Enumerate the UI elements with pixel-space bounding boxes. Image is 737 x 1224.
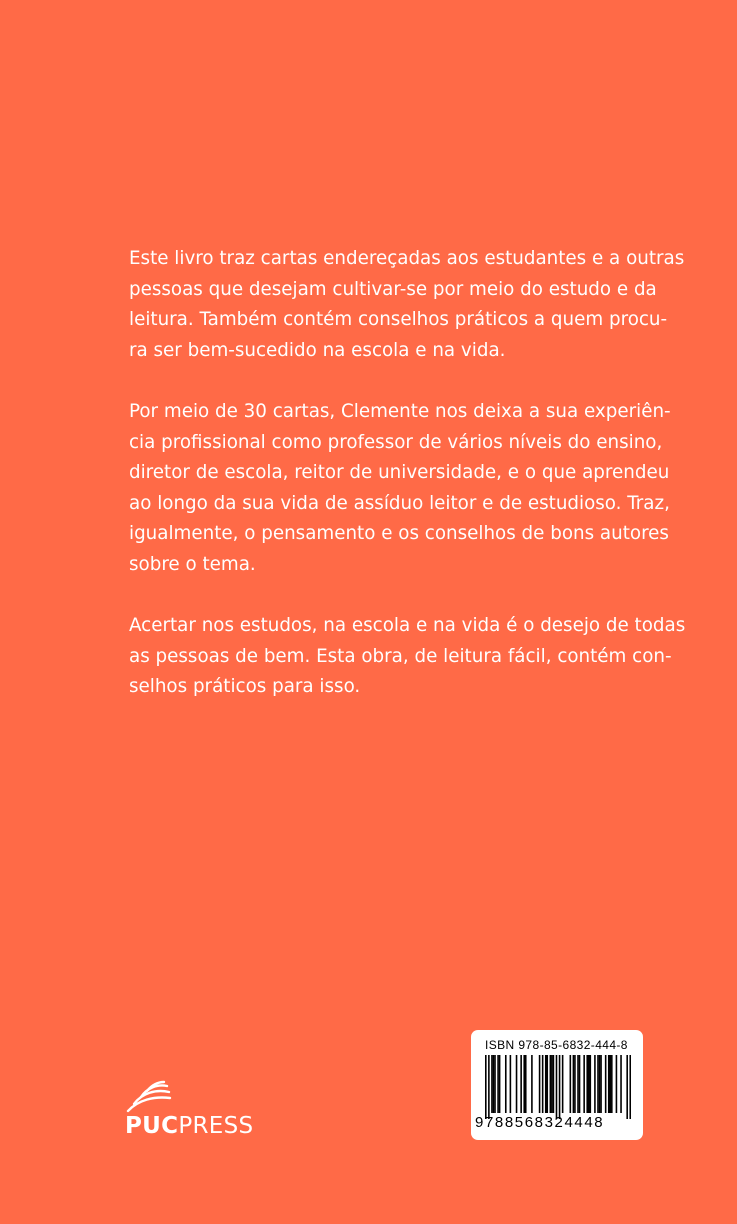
barcode-bar (545, 1055, 547, 1113)
barcode-bar (577, 1055, 579, 1113)
barcode-bar (626, 1055, 628, 1119)
blurb-line: Este livro traz cartas endereçadas aos estudantes e a outras (129, 248, 685, 269)
barcode-bar (588, 1055, 590, 1113)
barcode-bar (494, 1055, 496, 1113)
barcode-bar (570, 1055, 572, 1113)
barcode-bar (488, 1055, 490, 1119)
blurb-line: ra ser bem-sucedido na escola e na vida. (129, 339, 506, 361)
barcode-bar (600, 1055, 602, 1113)
open-book-icon (126, 1080, 172, 1114)
blurb-paragraph-3 (129, 611, 686, 703)
barcode-bar (611, 1055, 613, 1113)
blurb-line: igualmente, o pensamento e os conselhos de bons autores (129, 523, 669, 544)
barcode-bar (586, 1055, 588, 1113)
barcode-bar (583, 1055, 585, 1113)
barcode-bar (590, 1055, 592, 1113)
barcode-bar (525, 1055, 527, 1113)
barcode-bar (523, 1055, 525, 1113)
barcode-bar (562, 1055, 564, 1113)
barcode-bar (539, 1055, 541, 1113)
barcode-bars (485, 1055, 631, 1121)
barcode-bar (510, 1055, 512, 1113)
barcode-bar (499, 1055, 501, 1113)
barcode-bar (546, 1055, 548, 1113)
barcode-bar (550, 1055, 552, 1113)
barcode-bar (605, 1055, 607, 1113)
barcode-bar (629, 1055, 631, 1119)
barcode-bar (608, 1055, 610, 1113)
barcode-bar (553, 1055, 555, 1113)
barcode-bar (616, 1055, 618, 1113)
blurb-line: pessoas que desejam cultivar-se por meio do estudo e da (129, 278, 657, 300)
barcode-bar (609, 1055, 611, 1113)
blurb-paragraph-2 (129, 397, 671, 580)
publisher-logo (122, 1080, 292, 1150)
blurb-line: Por meio de 30 cartas, Clemente nos deixa a sua experiên- (129, 401, 671, 422)
barcode-bar (579, 1055, 581, 1113)
barcode-bar (542, 1055, 544, 1113)
back-cover-blurb (129, 244, 686, 734)
barcode-bar (485, 1055, 487, 1119)
barcode-bar (520, 1055, 522, 1113)
barcode-bar (531, 1055, 533, 1113)
isbn-barcode (471, 1030, 643, 1140)
barcode-bar (599, 1055, 601, 1113)
barcode-bar (594, 1055, 596, 1113)
barcode-bar (491, 1055, 493, 1113)
barcode-bar (497, 1055, 499, 1113)
blurb-line: selhos práticos para isso. (129, 676, 361, 697)
publisher-name-regular: PRESS (178, 1113, 254, 1139)
barcode-bar (620, 1055, 622, 1113)
barcode-bar (551, 1055, 553, 1113)
publisher-name-bold: PUC (125, 1113, 179, 1139)
blurb-line: leitura. Também contém conselhos práticos a quem procu- (129, 309, 668, 330)
blurb-paragraph-1 (129, 244, 685, 366)
blurb-line: diretor de escola, reitor de universidade, e o que aprendeu (129, 462, 670, 483)
barcode-bar (574, 1055, 576, 1113)
barcode-bar (597, 1055, 599, 1113)
barcode-bar (573, 1055, 575, 1113)
barcode-bar (493, 1055, 495, 1113)
blurb-line: sobre o tema. (129, 553, 256, 575)
blurb-line: Acertar nos estudos, na escola e na vida é o desejo de todas (129, 615, 686, 636)
isbn-label: ISBN 978-85-6832-444-8 (485, 1038, 628, 1052)
barcode-digits: 9788568324448 (475, 1114, 605, 1131)
blurb-line: ao longo da sua vida de assíduo leitor e de estudioso. Traz, (129, 492, 670, 514)
barcode-bar (556, 1055, 558, 1119)
barcode-bar (516, 1055, 518, 1113)
barcode-bar (505, 1055, 507, 1113)
blurb-line: cia profissional como professor de vários níveis do ensino, (129, 431, 663, 453)
publisher-wordmark (125, 1113, 253, 1139)
blurb-line: as pessoas de bem. Esta obra, de leitura fácil, contém con- (129, 645, 672, 667)
barcode-bar (559, 1055, 561, 1119)
